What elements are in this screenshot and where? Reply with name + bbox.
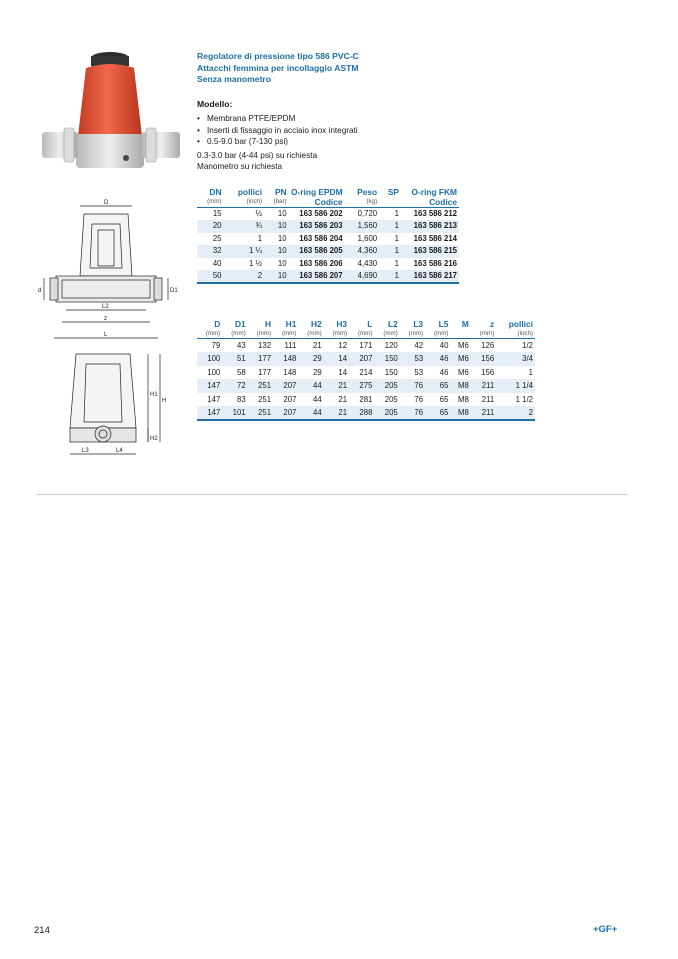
table-cell: 1: [257, 233, 263, 243]
table-cell: 1 ½: [249, 258, 263, 268]
table-row: [197, 258, 459, 270]
col-header: L3 (mm): [408, 319, 424, 337]
table-cell: 132: [258, 341, 272, 350]
table-row: [197, 406, 535, 420]
table-cell: 58: [237, 367, 246, 377]
dim-label-d: D: [104, 200, 109, 206]
dim-label-l2: L2: [102, 304, 109, 310]
table-cell: 148: [273, 352, 298, 365]
notes: [197, 150, 317, 172]
table-cell: 163 586 202: [299, 209, 343, 218]
table-cell: 29: [298, 352, 323, 365]
table-cell: 100: [197, 352, 222, 365]
table-cell: M6: [458, 341, 469, 350]
table-cell: 10: [277, 258, 287, 268]
table-header-row: [197, 319, 535, 339]
table-cell: 251: [248, 379, 273, 392]
table-cell: 1: [379, 245, 401, 257]
table-cell: 53: [414, 367, 424, 377]
gf-logo: +GF+: [593, 924, 618, 935]
table-cell: 42: [414, 341, 424, 350]
table-cell: 51: [222, 352, 247, 365]
col-header: L5 (mm): [434, 319, 449, 337]
title-line: Attacchi femmina per incollaggio ASTM: [197, 62, 359, 73]
dim-label-z: z: [104, 316, 107, 322]
table-cell: 163 586 216: [413, 258, 457, 268]
table-cell: 2: [224, 270, 265, 283]
table-cell: ¾: [224, 220, 265, 232]
title-line: Regolatore di pressione tipo 586 PVC-C: [197, 51, 359, 61]
table-cell: 10: [277, 233, 287, 243]
table-cell: 214: [359, 367, 373, 377]
table-cell: 10: [264, 270, 289, 283]
table-cell: 21: [338, 394, 348, 404]
table-cell: 3/4: [496, 352, 535, 365]
table-cell: 44: [298, 379, 323, 392]
table-row: [197, 366, 535, 379]
technical-drawing: [36, 196, 176, 476]
table-cell: 1 1/2: [515, 394, 533, 404]
page-number: 214: [34, 925, 50, 936]
col-header: H2 (mm): [307, 319, 322, 337]
col-header: H1 (mm): [281, 319, 297, 337]
table-cell: 1/2: [522, 341, 533, 350]
table-cell: 120: [384, 341, 398, 350]
table-cell: 177: [248, 352, 273, 365]
table-cell: 0,720: [357, 209, 378, 218]
table-cell: 83: [237, 394, 246, 404]
table-header-row: [197, 187, 459, 208]
col-header: H3 (mm): [332, 319, 348, 337]
table-cell: 1 1/4: [496, 379, 535, 392]
table-cell: 163 586 212: [413, 209, 457, 218]
table-cell: 275: [349, 379, 374, 392]
col-header: H (mm): [256, 319, 272, 337]
col-header: L (mm): [357, 319, 373, 337]
table-cell: 163 586 215: [401, 245, 459, 257]
table-cell: 12: [338, 341, 348, 350]
table-cell: 288: [349, 406, 374, 420]
table-cell: 65: [425, 406, 450, 420]
divider: [36, 494, 628, 495]
table-cell: 177: [258, 367, 272, 377]
table-cell: 207: [273, 379, 298, 392]
table-cell: 147: [197, 379, 222, 392]
table-cell: 15: [212, 209, 222, 218]
col-header: SP: [387, 187, 399, 197]
table-cell: 29: [313, 367, 322, 377]
table-row: [197, 208, 459, 221]
table-cell: M6: [458, 367, 469, 377]
col-header: pollici (inch): [508, 319, 533, 337]
table-cell: 65: [439, 394, 449, 404]
col-header: DN (mm): [207, 187, 222, 205]
table-cell: 207: [273, 406, 298, 420]
table-cell: 163 586 203: [289, 220, 345, 232]
table-cell: 101: [222, 406, 247, 420]
table-cell: 163 586 206: [299, 258, 343, 268]
table-cell: 21: [313, 341, 322, 350]
table-cell: 150: [374, 352, 399, 365]
table-cell: 21: [324, 379, 349, 392]
table-cell: 205: [384, 394, 398, 404]
dim-label-d1: D1: [170, 288, 178, 294]
product-image: [36, 46, 186, 176]
dimensions-table: [197, 319, 535, 421]
table-cell: 1,560: [345, 220, 380, 232]
feature-list: [197, 113, 358, 148]
table-row: [197, 233, 459, 245]
table-cell: 32: [197, 245, 224, 257]
table-cell: 251: [248, 406, 273, 420]
table-cell: 100: [207, 367, 221, 377]
table-cell: 76: [414, 394, 424, 404]
table-cell: 156: [471, 352, 496, 365]
table-cell: 79: [211, 341, 221, 350]
table-cell: 171: [359, 341, 373, 350]
table-cell: M8: [458, 394, 469, 404]
table-cell: 44: [313, 394, 322, 404]
table-cell: 148: [283, 367, 297, 377]
table-cell: 251: [258, 394, 272, 404]
table-cell: 207: [349, 352, 374, 365]
col-header: D (mm): [205, 319, 221, 337]
table-cell: 211: [471, 406, 496, 420]
table-cell: 76: [400, 406, 425, 420]
col-header: Peso (kg): [357, 187, 378, 205]
table-cell: 53: [400, 352, 425, 365]
table-cell: 1: [528, 367, 533, 377]
table-cell: 72: [222, 379, 247, 392]
col-header: O-ring EPDM Codice: [290, 187, 343, 207]
feature-item: • Inserti di fissaggio in acciaio inox integrati: [197, 125, 358, 137]
table-cell: 65: [425, 379, 450, 392]
table-cell: 281: [359, 394, 373, 404]
dim-label-l3: L3: [82, 448, 89, 454]
table-cell: 205: [374, 406, 399, 420]
table-cell: 10: [264, 245, 289, 257]
table-cell: M6: [450, 352, 470, 365]
table-cell: 40: [212, 258, 222, 268]
table-cell: 10: [277, 209, 287, 218]
table-cell: 4,690: [345, 270, 380, 283]
table-cell: 76: [400, 379, 425, 392]
model-label: Modello:: [197, 99, 233, 109]
table-cell: 4,360: [345, 245, 380, 257]
title-line: Senza manometro: [197, 74, 272, 84]
table-cell: 111: [284, 341, 297, 350]
table-cell: 163 586 214: [413, 233, 457, 243]
feature-item: • 0.5-9.0 bar (7-130 psi): [197, 136, 358, 148]
table-cell: 1: [379, 220, 401, 232]
table-cell: M8: [450, 406, 470, 420]
table-cell: 25: [212, 233, 222, 243]
table-cell: 50: [197, 270, 224, 283]
col-header: pollici (inch): [237, 187, 263, 205]
table-cell: 10: [264, 220, 289, 232]
table-cell: 1: [394, 233, 399, 243]
table-cell: 147: [207, 394, 221, 404]
table-cell: 163 586 213: [401, 220, 459, 232]
product-title: [197, 51, 457, 86]
table-cell: 1 ¼: [224, 245, 265, 257]
table-cell: 1: [379, 270, 401, 283]
table-cell: 1: [394, 209, 399, 218]
table-cell: 46: [425, 352, 450, 365]
table-row: [197, 220, 459, 232]
col-header: L2 (mm): [383, 319, 398, 337]
table-row: [197, 352, 535, 365]
table-row: [197, 393, 535, 406]
table-cell: 163 586 207: [289, 270, 345, 283]
dim-label-h1: H1: [150, 392, 158, 398]
dim-label-d-small: d: [38, 288, 42, 294]
table-row: [197, 245, 459, 257]
table-cell: 126: [481, 341, 495, 350]
product-code-table: [197, 187, 459, 284]
feature-item: • Membrana PTFE/EPDM: [197, 113, 358, 125]
table-cell: 1,600: [357, 233, 378, 243]
table-cell: 43: [237, 341, 246, 350]
col-header: O-ring FKM Codice: [411, 187, 457, 207]
note-line: 0.3-3.0 bar (4-44 psi) su richiesta: [197, 151, 318, 160]
table-cell: 14: [338, 367, 348, 377]
table-cell: 20: [197, 220, 224, 232]
col-header: PN (bar): [273, 187, 287, 205]
table-cell: 21: [324, 406, 349, 420]
table-cell: 4,430: [357, 258, 378, 268]
table-cell: 156: [481, 367, 495, 377]
table-cell: 2: [496, 406, 535, 420]
col-header: M: [461, 319, 469, 329]
note-line: Manometro su richiesta: [197, 162, 283, 172]
table-cell: 1: [394, 258, 399, 268]
table-cell: 163 586 204: [299, 233, 343, 243]
table-cell: ½: [255, 209, 263, 218]
table-cell: 14: [324, 352, 349, 365]
table-cell: 46: [439, 367, 449, 377]
dim-label-h2: H2: [150, 436, 158, 442]
col-header: z (mm): [479, 319, 495, 337]
table-cell: 211: [481, 394, 495, 404]
dim-label-l4: L4: [116, 448, 123, 454]
table-row: [197, 270, 459, 283]
table-cell: M8: [450, 379, 470, 392]
dim-label-h: H: [162, 398, 167, 404]
table-row: [197, 339, 535, 353]
table-cell: 150: [384, 367, 398, 377]
col-header: D1 (mm): [231, 319, 246, 337]
table-cell: 211: [471, 379, 496, 392]
table-cell: 147: [197, 406, 222, 420]
table-cell: 44: [298, 406, 323, 420]
dim-label-l: L: [104, 332, 108, 338]
table-cell: 40: [439, 341, 449, 350]
table-row: [197, 379, 535, 392]
table-cell: 163 586 205: [289, 245, 345, 257]
table-cell: 207: [283, 394, 297, 404]
table-cell: 163 586 217: [401, 270, 459, 283]
table-cell: 205: [374, 379, 399, 392]
